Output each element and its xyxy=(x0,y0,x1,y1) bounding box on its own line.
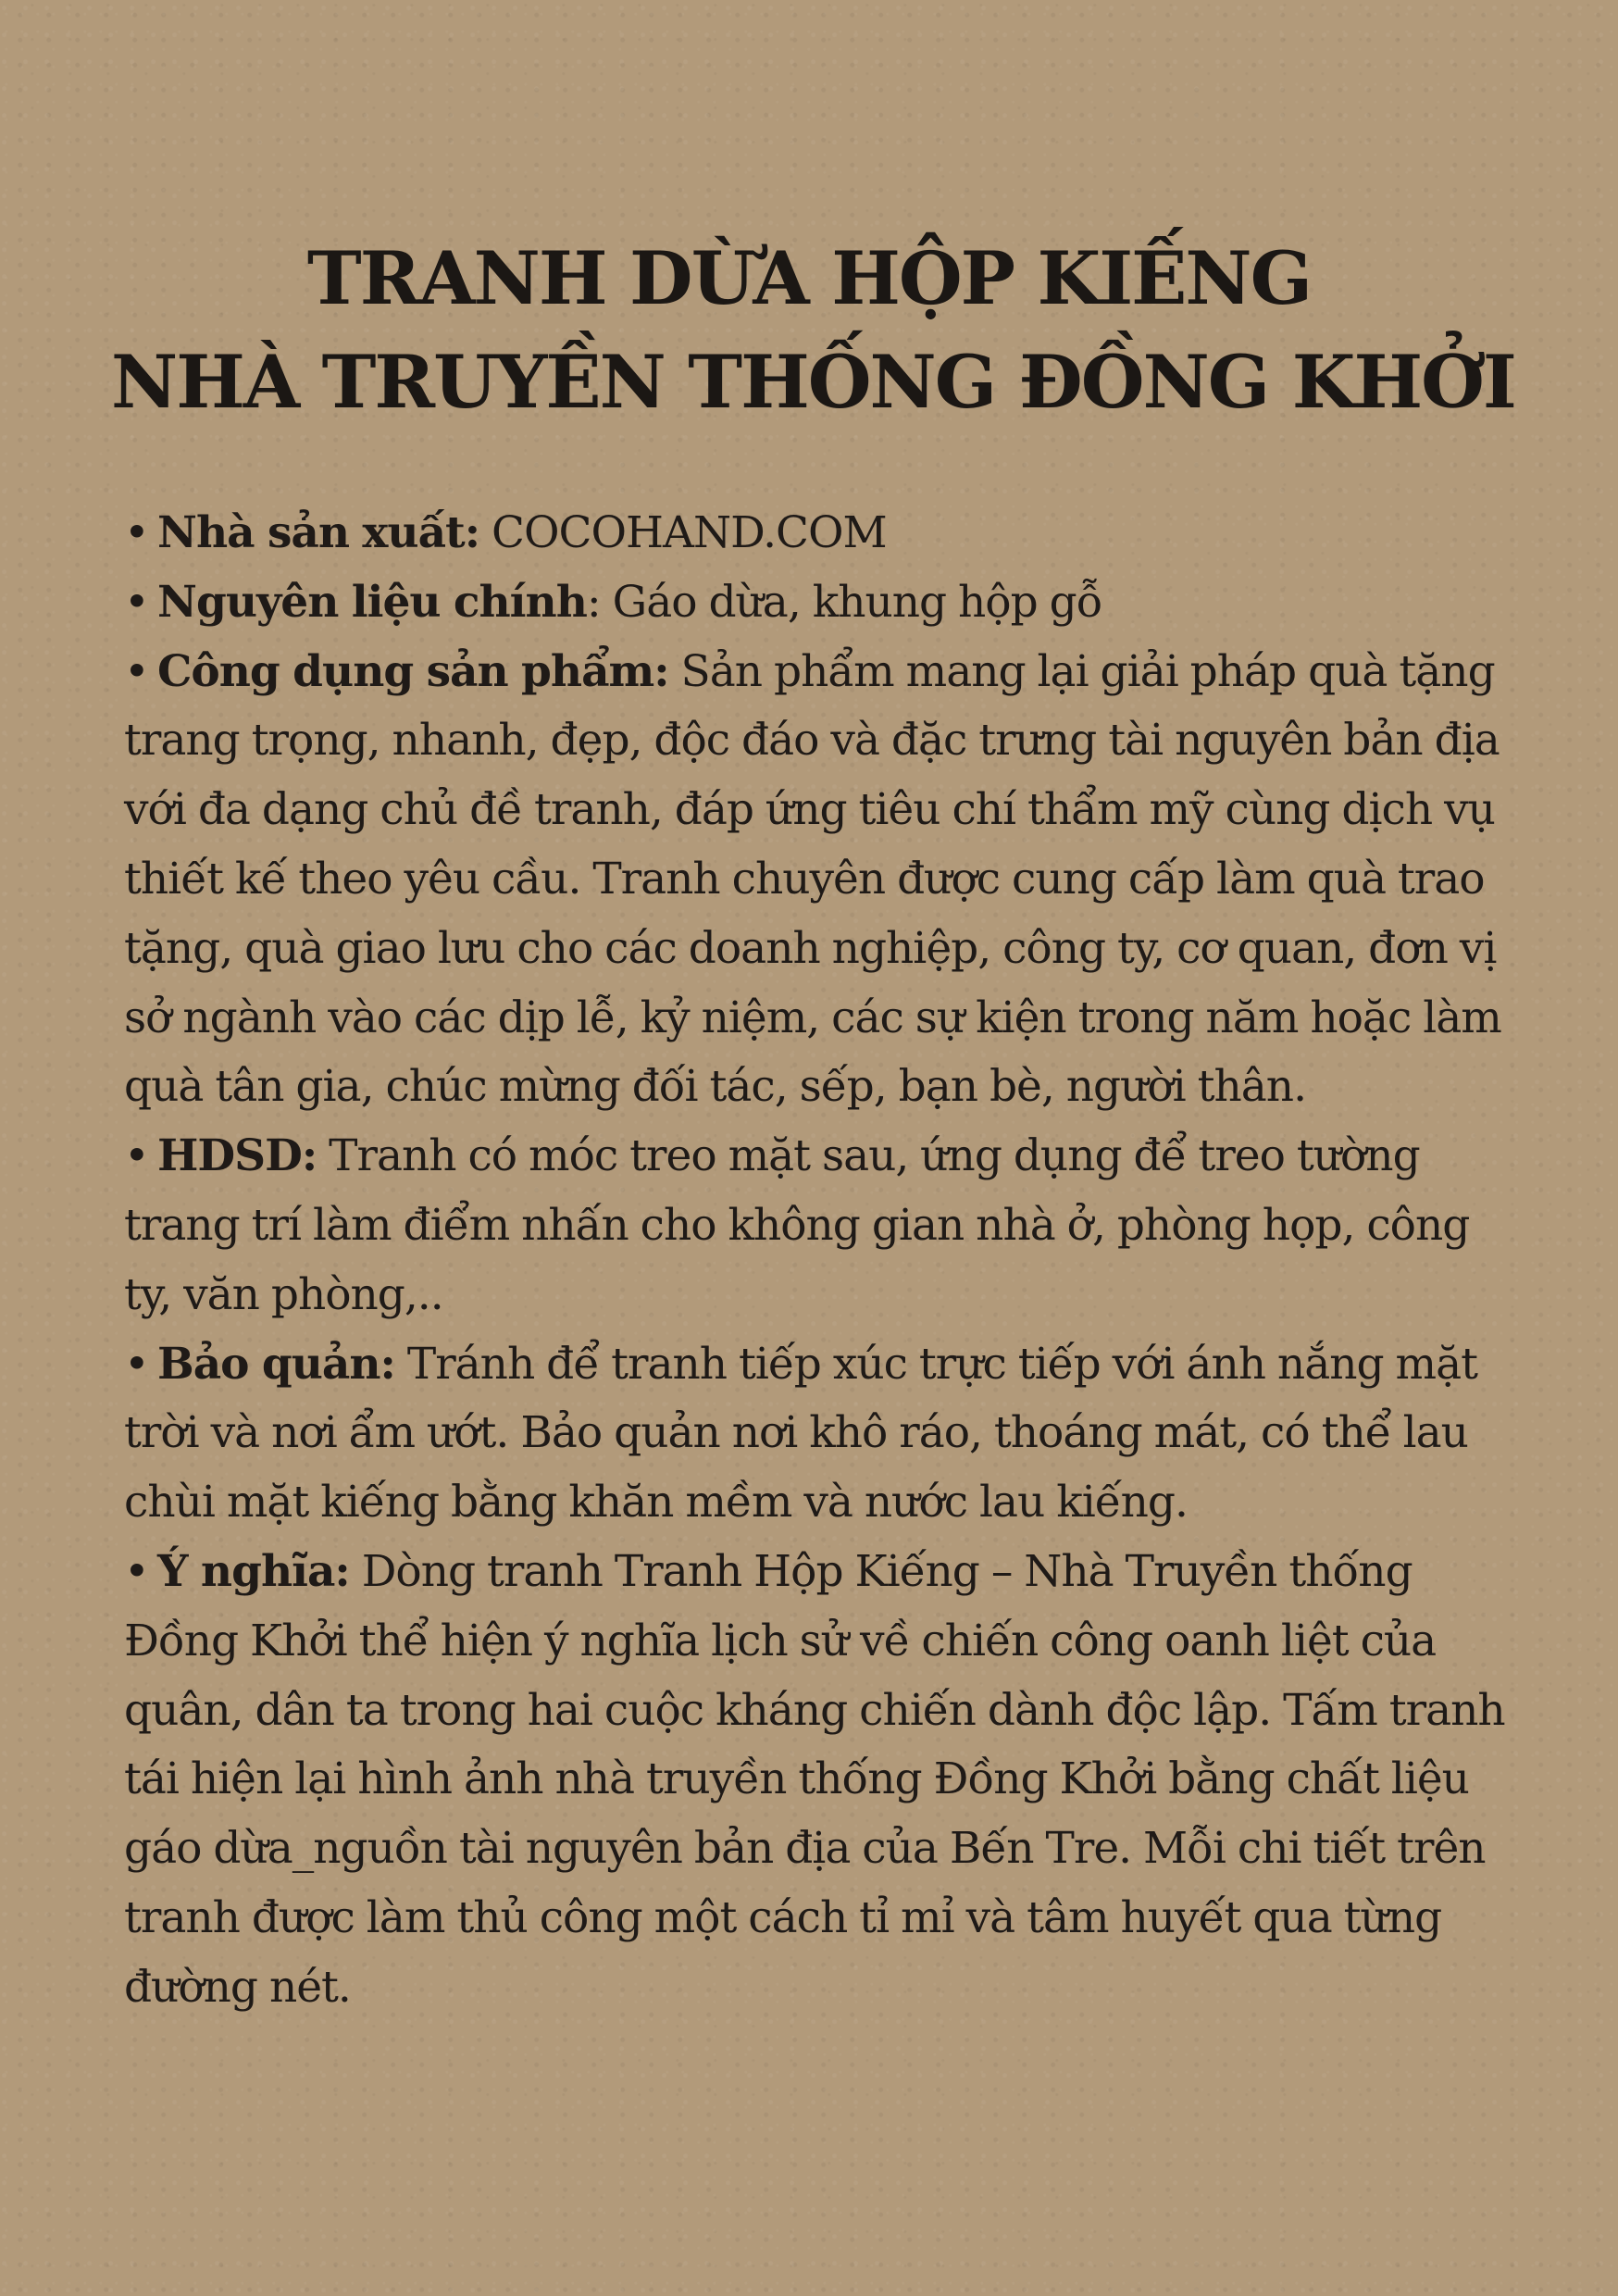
detail-instructions xyxy=(124,1122,1507,1329)
detail-label: Nguyên liệu chính xyxy=(157,576,587,628)
title-line-1: TRANH DỪA HỘP KIẾNG xyxy=(306,235,1312,321)
bullet-icon: • xyxy=(124,645,149,697)
bullet-icon: • xyxy=(124,1130,149,1182)
bullet-icon: • xyxy=(124,507,149,558)
detail-value: Dòng tranh Tranh Hộp Kiếng – Nhà Truyền thống Đồng Khởi thể hiện ý nghĩa lịch sử về chiến công oanh liệt của quân, dân ta trong hai cuộc kháng chiến dành độc lập. Tấm tranh tái hiện lại hình ảnh nhà truyền thống Đồng Khởi bằng chất liệu gáo dừa_nguồn tài nguyên bản địa của Bến Tre. Mỗi chi tiết trên tranh được làm thủ công một cách tỉ mỉ và tâm huyết qua từng đường nét. xyxy=(124,1545,1505,2013)
detail-value: Tránh để tranh tiếp xúc trực tiếp với ánh nắng mặt trời và nơi ẩm ướt. Bảo quản nơi khô ráo, thoáng mát, có thể lau chùi mặt kiếng bằng khăn mềm và nước lau kiếng. xyxy=(124,1338,1477,1529)
detail-manufacturer xyxy=(124,499,1507,568)
bullet-icon: • xyxy=(124,1545,149,1597)
detail-value: COCOHAND.COM xyxy=(479,507,887,558)
bullet-icon: • xyxy=(124,1338,149,1390)
detail-label: Ý nghĩa: xyxy=(157,1545,350,1597)
detail-care xyxy=(124,1330,1507,1538)
detail-value: Tranh có móc treo mặt sau, ứng dụng để treo tường trang trí làm điểm nhấn cho không gian nhà ở, phòng họp, công ty, văn phòng,.. xyxy=(124,1130,1470,1320)
detail-usage xyxy=(124,638,1507,1123)
detail-label: Công dụng sản phẩm: xyxy=(157,645,669,697)
detail-label: Bảo quản: xyxy=(157,1338,395,1390)
bullet-icon: • xyxy=(124,576,149,628)
detail-value: : Gáo dừa, khung hộp gỗ xyxy=(586,576,1102,628)
product-details xyxy=(111,499,1507,2023)
title-line-2: NHÀ TRUYỀN THỐNG ĐỒNG KHỞI xyxy=(111,339,1515,425)
detail-value: Sản phẩm mang lại giải pháp quà tặng trang trọng, nhanh, đẹp, độc đáo và đặc trưng tài nguyên bản địa với đa dạng chủ đề tranh, đáp ứng tiêu chí thẩm mỹ cùng dịch vụ thiết kế theo yêu cầu. Tranh chuyên được cung cấp làm quà trao tặng, quà giao lưu cho các doanh nghiệp, công ty, cơ quan, đơn vị sở ngành vào các dịp lễ, kỷ niệm, các sự kiện trong năm hoặc làm quà tân gia, chúc mừng đối tác, sếp, bạn bè, người thân. xyxy=(124,645,1501,1113)
detail-materials xyxy=(124,568,1507,638)
page-title xyxy=(111,0,1515,434)
detail-label: Nhà sản xuất: xyxy=(157,507,480,558)
detail-meaning xyxy=(124,1538,1507,2023)
detail-label: HDSD: xyxy=(157,1130,317,1182)
